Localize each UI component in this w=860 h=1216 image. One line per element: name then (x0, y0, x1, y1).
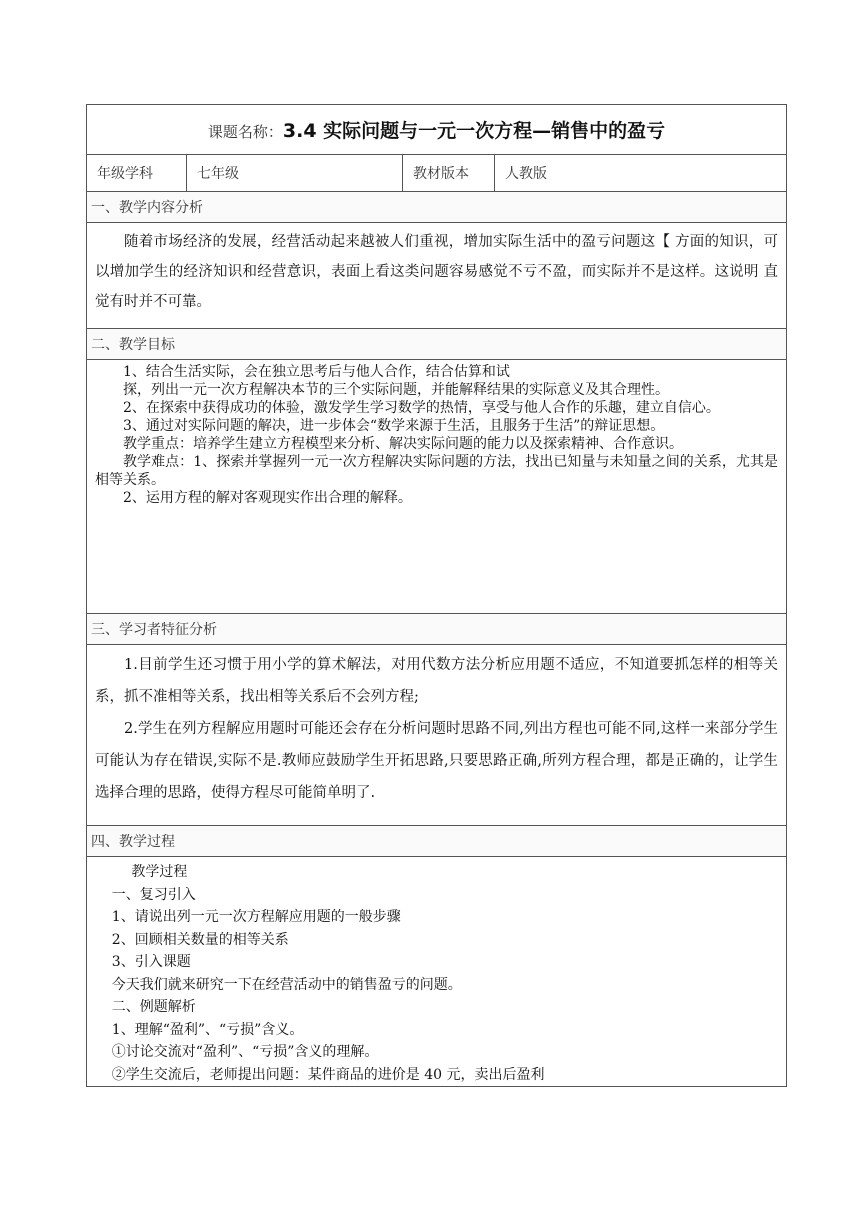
objective-line: 探，列出一元一次方程解决本节的三个实际问题，并能解释结果的实际意义及其合理性。 (123, 382, 669, 398)
section-header-row (87, 614, 787, 645)
process-line: 二、例题解析 (111, 999, 196, 1015)
objective-line: 3、通过对实际问题的解决，进一步体会“数学来源于生活，且服务于生活”的辩证思想。 (123, 418, 665, 434)
content-analysis-paragraph: 随着市场经济的发展，经营活动起来越被人们重视，增加实际生活中的盈亏问题这【 方面的知识，可以增加学生的经济知识和经营意识，表面上看这类问题容易感觉不亏不盈，而实际并不是这样。这说明 直觉有时并不可靠。 (95, 234, 779, 310)
lesson-plan-table (86, 104, 787, 1087)
process-line: ②学生交流后，老师提出问题：某件商品的进价是 40 元，卖出后盈利 (111, 1066, 545, 1083)
section-heading-learner-analysis: 三、学习者特征分析 (87, 614, 787, 645)
section-heading-process: 四、教学过程 (87, 826, 787, 857)
info-row (87, 155, 787, 192)
process-line: 教学过程 (131, 864, 188, 880)
objectives-body (87, 360, 787, 614)
section-body-row (87, 857, 787, 1087)
objective-line: 教学重点：培养学生建立方程模型来分析、解决实际问题的能力以及探索精神、合作意识。 (123, 436, 683, 452)
lesson-plan-page (86, 104, 786, 1087)
section-header-row (87, 826, 787, 857)
content-analysis-body (87, 223, 787, 329)
grade-value: 七年级 (187, 155, 403, 192)
learner-analysis-paragraph: 2.学生在列方程解应用题时可能还会存在分析问题时思路不同,列出方程也可能不同,这样一来部分学生可能认为存在错误,实际不是.教师应鼓励学生开拓思路,只要思路正确,所列方程合理，都是正确的，让学生选择合理的思路，使得方程尽可能简单明了. (95, 721, 779, 801)
learner-analysis-body (87, 645, 787, 826)
section-body-row (87, 223, 787, 329)
section-heading-content-analysis: 一、教学内容分析 (87, 192, 787, 223)
title-row (87, 105, 787, 155)
section-header-row (87, 329, 787, 360)
objective-line: 2、在探索中获得成功的体验，激发学生学习数学的热情，享受与他人合作的乐趣，建立自信心。 (123, 400, 720, 416)
process-line: 1、理解“盈利”、“亏损”含义。 (111, 1021, 304, 1038)
objective-line: 教学难点：1、探索并掌握列一元一次方程解决实际问题的方法，找出已知量与未知量之间的关系，尤其是相等关系。 (95, 454, 779, 488)
objective-line: 1、结合生活实际，会在独立思考后与他人合作，结合估算和试 (123, 364, 510, 380)
edition-label: 教材版本 (403, 155, 495, 192)
section-header-row (87, 192, 787, 223)
edition-value: 人教版 (495, 155, 787, 192)
grade-label: 年级学科 (87, 155, 187, 192)
section-body-row (87, 645, 787, 826)
process-line: 今天我们就来研究一下在经营活动中的销售盈亏的问题。 (111, 976, 462, 993)
process-line: 一、复习引入 (111, 886, 196, 903)
learner-analysis-paragraph: 1.目前学生还习惯于用小学的算术解法，对用代数方法分析应用题不适应，不知道要抓怎样的相等关系，抓不准相等关系，找出相等关系后不会列方程; (95, 657, 779, 705)
section-heading-objectives: 二、教学目标 (87, 329, 787, 360)
process-line: ①讨论交流对“盈利”、“亏损”含义的理解。 (111, 1044, 379, 1060)
title-cell (87, 105, 787, 155)
process-body (87, 857, 787, 1087)
objective-line: 2、运用方程的解对客观现实作出合理的解释。 (123, 490, 412, 506)
title-label: 课题名称： (207, 123, 283, 141)
page-title: 3.4 实际问题与一元一次方程—销售中的盈亏 (282, 120, 666, 142)
process-line: 2、回顾相关数量的相等关系 (111, 931, 289, 948)
process-line: 1、请说出列一元一次方程解应用题的一般步骤 (111, 909, 401, 925)
section-body-row (87, 360, 787, 614)
process-line: 3、引入课题 (111, 954, 191, 970)
